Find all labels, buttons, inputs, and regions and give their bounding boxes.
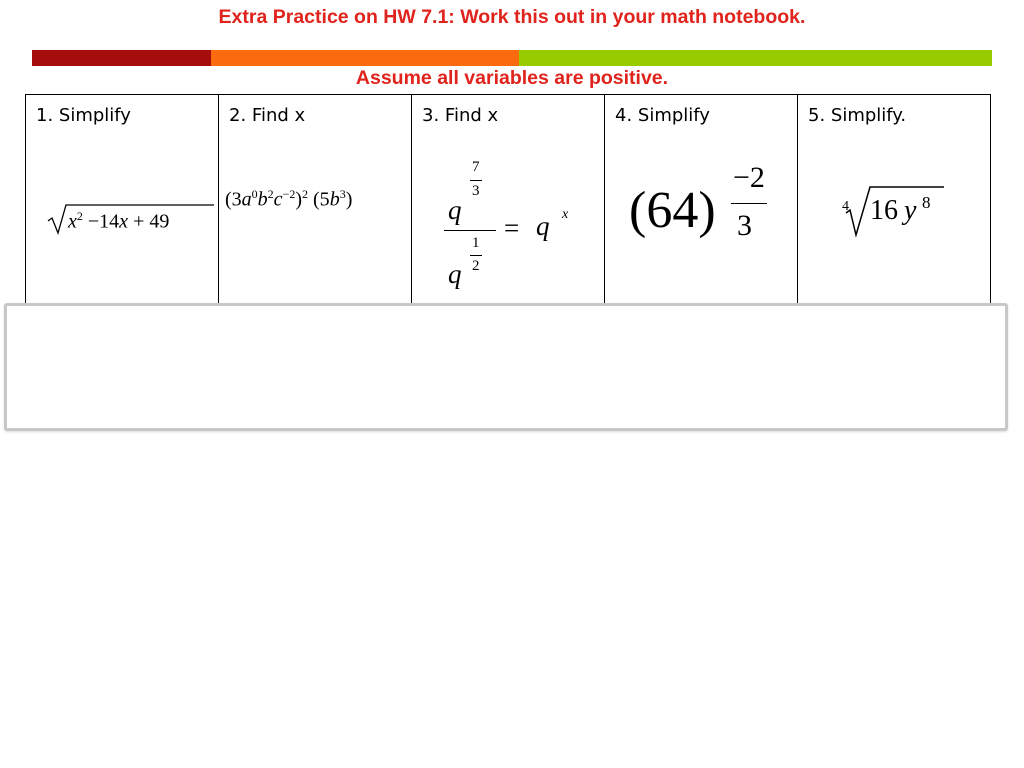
- num-exp-num: 7: [472, 159, 480, 175]
- exp-denominator: 3: [737, 209, 752, 242]
- expression-5: [798, 95, 990, 303]
- radicand-var: y: [904, 195, 917, 226]
- problem-label-1: 1. Simplify: [36, 105, 131, 126]
- radicand-var-2: x: [119, 210, 129, 233]
- rhs-exp: x: [562, 207, 569, 222]
- problem-table: [25, 94, 991, 304]
- problem-cell-3: [412, 95, 605, 303]
- page-subtitle: Assume all variables are positive.: [355, 67, 669, 89]
- radicand-exp: 8: [922, 193, 931, 212]
- radicand-var: x: [68, 210, 77, 233]
- radicand-coef: 16: [870, 195, 898, 226]
- num-exp-bar: [470, 180, 482, 181]
- problem-label-4: 4. Simplify: [615, 105, 710, 126]
- root-index: 4: [842, 199, 849, 214]
- expr2-c-exp: −2: [282, 187, 296, 201]
- radicand-const: 49: [149, 210, 170, 233]
- accent-bar-dark-red: [32, 50, 211, 66]
- problem-cell-2: [219, 95, 412, 303]
- base-64: (64): [629, 182, 716, 239]
- expr2-outer-exp: 2: [302, 187, 309, 201]
- expr2-close2: ): [345, 188, 353, 211]
- problem-cell-5: [798, 95, 990, 303]
- exp-fraction-bar: [731, 203, 767, 204]
- den-exp-bar: [470, 255, 482, 256]
- radicand-mid: −14: [87, 210, 120, 233]
- expr2-b2: b: [329, 188, 340, 211]
- expr2-a-exp: 0: [251, 187, 258, 201]
- den-exp-den: 2: [472, 258, 480, 274]
- expr2-c: c: [273, 188, 283, 211]
- den-base: q: [448, 259, 462, 289]
- problem-label-2: 2. Find x: [229, 105, 306, 126]
- radical-sign-icon: [844, 183, 954, 243]
- main-fraction-bar: [444, 230, 496, 231]
- problem-label-3: 3. Find x: [422, 105, 499, 126]
- radicand-plus: +: [133, 210, 145, 233]
- equals-sign: =: [504, 213, 520, 243]
- expr2-open: (3: [225, 188, 242, 211]
- expr2-a: a: [241, 188, 252, 211]
- expression-3: [412, 95, 604, 303]
- problem-cell-1: [26, 95, 219, 303]
- page-title: Extra Practice on HW 7.1: Work this out in your math notebook.: [218, 6, 806, 28]
- accent-bar-green: [519, 50, 992, 66]
- num-base: q: [448, 195, 462, 225]
- expr2-b: b: [257, 188, 268, 211]
- rhs-base: q: [536, 211, 550, 241]
- num-exp-den: 3: [472, 183, 480, 199]
- accent-bar-orange: [211, 50, 519, 66]
- radicand-exp: 2: [76, 209, 83, 223]
- expr2-open2: (5: [313, 188, 330, 211]
- expression-4: [605, 95, 797, 303]
- den-exp-num: 1: [472, 235, 480, 251]
- expr2-b-exp: 2: [267, 187, 274, 201]
- problem-label-5: 5. Simplify.: [808, 105, 907, 126]
- expr2-b2-exp: 3: [339, 187, 346, 201]
- problem-cell-4: [605, 95, 798, 303]
- expr2-close: ): [295, 188, 303, 211]
- exp-numerator: −2: [733, 161, 765, 194]
- blank-overlay-box: [4, 303, 1008, 431]
- expression-2: [225, 187, 352, 212]
